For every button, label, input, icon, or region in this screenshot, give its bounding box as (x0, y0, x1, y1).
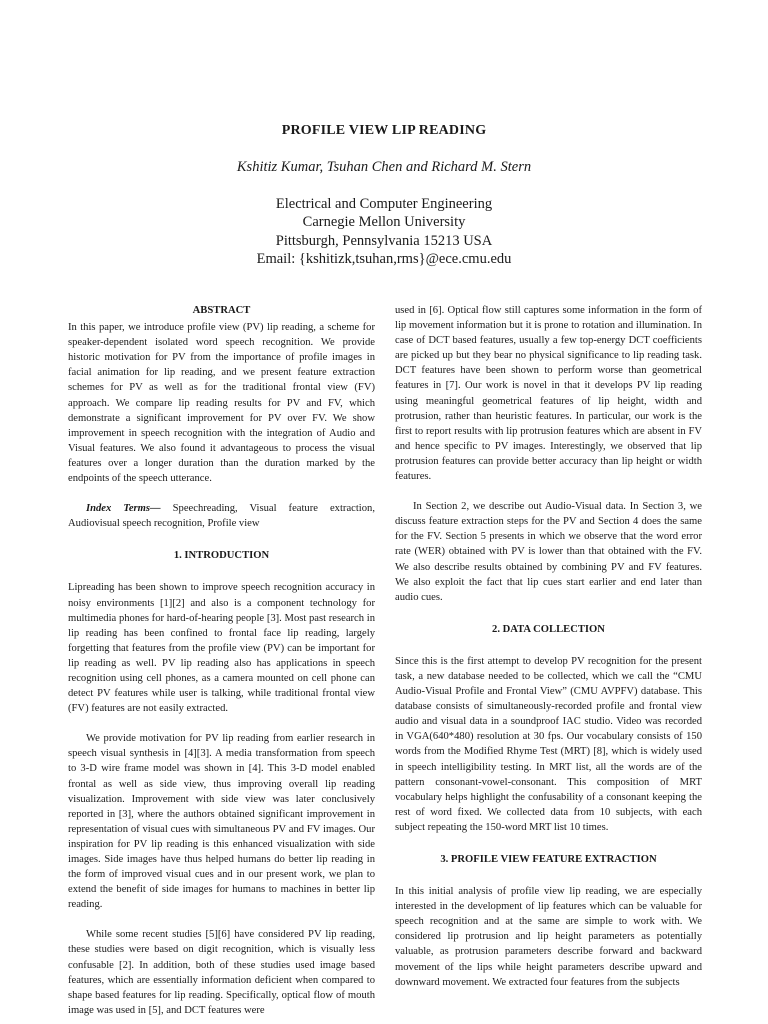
right-column (395, 303, 702, 990)
intro-paragraph-3-part-1: While some recent studies [5][6] have considered PV lip reading, these studies were based on digit recognition, which is visually less confusable [2]. In addition, both of these studies used image based features, which are essentially information deficient when compared to shape based features for lip reading. Specifically, optical flow of mouth image was used in [5], and DCT features were (68, 929, 375, 1016)
index-terms (68, 501, 375, 531)
pv-feature-extraction-text: In this initial analysis of profile view lip reading, we are especially interested in the development of lip features which can be valuable for speech recognition and at the same are simple to work with. We considered lip protrusion and lip height parameters as potentially valuable, as protrusion parameters describe forward and backward movement of the lips while height parameters describe upward and downward movement. We extracted four features from the subjects (395, 886, 702, 988)
intro-paragraph-4: In Section 2, we describe out Audio-Visual data. In Section 3, we discuss feature extraction steps for the PV and Section 4 does the same for the FV. Section 5 presents in which we observe that the word error rate (WER) obtained with PV is lower than that obtained with the FV. We also describe results obtained by combining PV and FV features. We also exploit the fact that lip cues start earlier and end later than audio cues. (395, 501, 702, 603)
data-collection-text: Since this is the first attempt to develop PV recognition for the present task, a new database needed to be collected, which we call the “CMU Audio-Visual Profile and Frontal View” (CMU AVPFV) database. This database consists of simultaneously-recorded profile and frontal view audio and visual data in a soundproof IAC studio. Video was recorded in VGA(640*480) resolution at 30 fps. Our vocabulary consists of 150 words from the Modified Rhyme Test (MRT) [8], which is widely used in speech intelligibility testing. In MRT list, all the words are of the pattern consonant-vowel-consonant. This composition of MRT vocabulary helps highlight the confusability of a consonant keeping the rest of word fixed. We collected data from 10 subjects, with each subject repeating the 150-word MRT list 10 times. (395, 655, 702, 833)
left-column (68, 303, 375, 1018)
abstract-text: In this paper, we introduce profile view (PV) lip reading, a scheme for speaker-dependent isolated word speech recognition. We provide historic motivation for PV from the importance of profile images in facial animation for lip reading, and we present feature extraction schemes for PV as well as for the traditional frontal view (FV) approach. We compare lip reading results for PV and FV, which demonstrate a significant improvement for PV over FV. We show improvement in speech recognition with the integration of Audio and Visual features. We also found it advantageous to process the visual features over a longer duration than the duration marked by the endpoints of the speech utterance. (68, 322, 375, 485)
affiliation-email: Email: {kshitizk,tsuhan,rms}@ece.cmu.edu (256, 250, 512, 267)
affiliation-address: Pittsburgh, Pennsylvania 15213 USA (275, 232, 493, 249)
introduction-heading: 1. INTRODUCTION (173, 550, 270, 562)
data-collection-heading: 2. DATA COLLECTION (492, 623, 605, 635)
affiliation-department: Electrical and Computer Engineering (275, 196, 493, 212)
intro-paragraph-1: Lipreading has been shown to improve speech recognition accuracy in noisy environments [1][2] and also is a component technology for multimedia phones for hard-of-hearing people [3]. Most past research in lip reading has been confined to frontal face lip reading, largely forgetting that features from the profile view (PV) can be important for lip reading as well. PV lip reading also has applications in speech recognition using cell phones, as a camera mounted on cell phone can detect PV features while user is talking, while traditional frontal view (FV) features are not easily extracted. (68, 582, 375, 715)
index-terms-text: Speechreading, Visual feature extraction, Audiovisual speech recognition, Profile view (68, 503, 375, 530)
affiliation-university: Carnegie Mellon University (302, 214, 466, 231)
intro-paragraph-3-part-2: used in [6]. Optical flow still captures some information in the form of lip movement information but it is prone to rotation and illumination. In case of DCT based features, usually a few top-energy DCT coefficients are picked up but they bear no physical significance to lip reading task. DCT features have been shown to perform worse than geometrical features in [7]. Our work is novel in that it develops PV lip reading using meaningful geometrical features of lip height, width and protrusion, rather than heuristic features. In particular, our work is the first to report results with lip protrusion features which are absent in FV and hence specific to PV images. Interestingly, we observed that lip protrusion features can provide better accuracy than lip height or width features. (395, 305, 702, 483)
index-terms-label: Index Terms— (86, 503, 161, 515)
pv-feature-extraction-heading: 3. PROFILE VIEW FEATURE EXTRACTION (440, 854, 657, 865)
author-list: Kshitiz Kumar, Tsuhan Chen and Richard M. Stern (236, 159, 532, 175)
paper-title: PROFILE VIEW LIP READING (281, 123, 487, 138)
affiliation-block (0, 195, 768, 268)
intro-paragraph-2: We provide motivation for PV lip reading from earlier research in speech visual synthesis in [4][3]. A media transformation from speech to 3-D wire frame model was shown in [4]. This 3-D model enabled frontal as well as side view, thus improving overall lip reading visualization. Improvement with side view was later conclusively reported in [3], where the authors obtained significant improvement in representation of visual cues with simultaneous PV and FV images. Our inspiration for PV lip reading is this enhanced visualization with side images. Side images have thus helped humans do better lip reading in the form of improved visual cues and in our present work, we plan to extend the benefit of side images for humans to machines in better lip reading. (68, 733, 375, 911)
abstract-heading: ABSTRACT (192, 305, 251, 316)
